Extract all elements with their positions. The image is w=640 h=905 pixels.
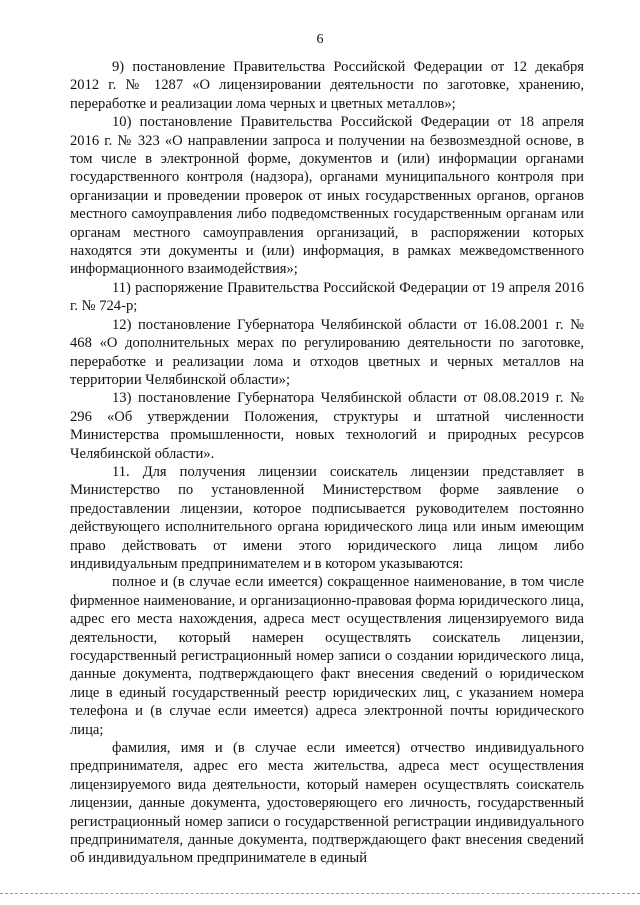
paragraph-item-10: 10) постановление Правительства Российской Федерации от 18 апреля 2016 г. № 323 «О направлении запроса и получении на безвозмездной основе, в том числе в электронной форме, документов и (или) информации органами государственного контроля (надзора), органами муниципального контроля при организации и проведении проверок от иных государственных органов, органов местного самоуправления либо подведомственных государственным органам или органам местного самоуправления организаций, в распоряжении которых находятся эти документы и (или) информация, в рамках межведомственного информационного взаимодействия»; bbox=[70, 114, 584, 278]
paragraph-item-9: 9) постановление Правительства Российской Федерации от 12 декабря 2012 г. № 1287 «О лицензировании деятельности по заготовке, хранению, переработке и реализации лома черных и цветных металлов»; bbox=[70, 59, 584, 112]
page-bottom-divider bbox=[0, 893, 640, 894]
paragraph-section-11: 11. Для получения лицензии соискатель лицензии представляет в Министерство по установленной Министерством форме заявление о предоставлении лицензии, которое подписывается руководителем постоянно действующего исполнительного органа юридического лица или иным имеющим право действовать от имени этого юридического лица лицом либо индивидуальным предпринимателем и в котором указываются: bbox=[70, 463, 584, 572]
paragraph-item-13: 13) постановление Губернатора Челябинской области от 08.08.2019 г. № 296 «Об утверждении Положения, структуры и штатной численности Министерства промышленности, новых технологий и природных ресурсов Челябинской области». bbox=[70, 390, 584, 462]
paragraph-item-12: 12) постановление Губернатора Челябинской области от 16.08.2001 г. № 468 «О дополнительных мерах по регулированию деятельности по заготовке, переработке и реализации лома и отходов цветных и черных металлов на территории Челябинской области»; bbox=[70, 316, 584, 388]
paragraph-individual-entrepreneur: фамилия, имя и (в случае если имеется) отчество индивидуального предпринимателя, адрес его места жительства, адреса мест осуществления лицензируемого вида деятельности, который намерен осуществлять соискатель лицензии, данные документа, удостоверяющего его личность, государственный регистрационный номер записи о государственной регистрации индивидуального предпринимателя, данные документа, подтверждающего факт внесения сведений об индивидуальном предпринимателе в единый bbox=[70, 740, 584, 867]
document-body bbox=[70, 58, 584, 868]
paragraph-item-11: 11) распоряжение Правительства Российской Федерации от 19 апреля 2016 г. № 724-р; bbox=[70, 279, 584, 315]
page-number: 6 bbox=[316, 32, 324, 47]
paragraph-legal-entity: полное и (в случае если имеется) сокращенное наименование, в том числе фирменное наименование, и организационно-правовая форма юридического лица, адрес его места нахождения, адреса мест осуществления лицензируемого вида деятельности, который намерен осуществлять соискатель лицензии, государственный регистрационный номер записи о создании юридического лица, данные документа, подтверждающего факт внесения сведений о юридическом лице в единый государственный реестр юридических лиц, с указанием номера телефона и (в случае если имеется) адреса электронной почты юридического лица; bbox=[70, 574, 584, 738]
